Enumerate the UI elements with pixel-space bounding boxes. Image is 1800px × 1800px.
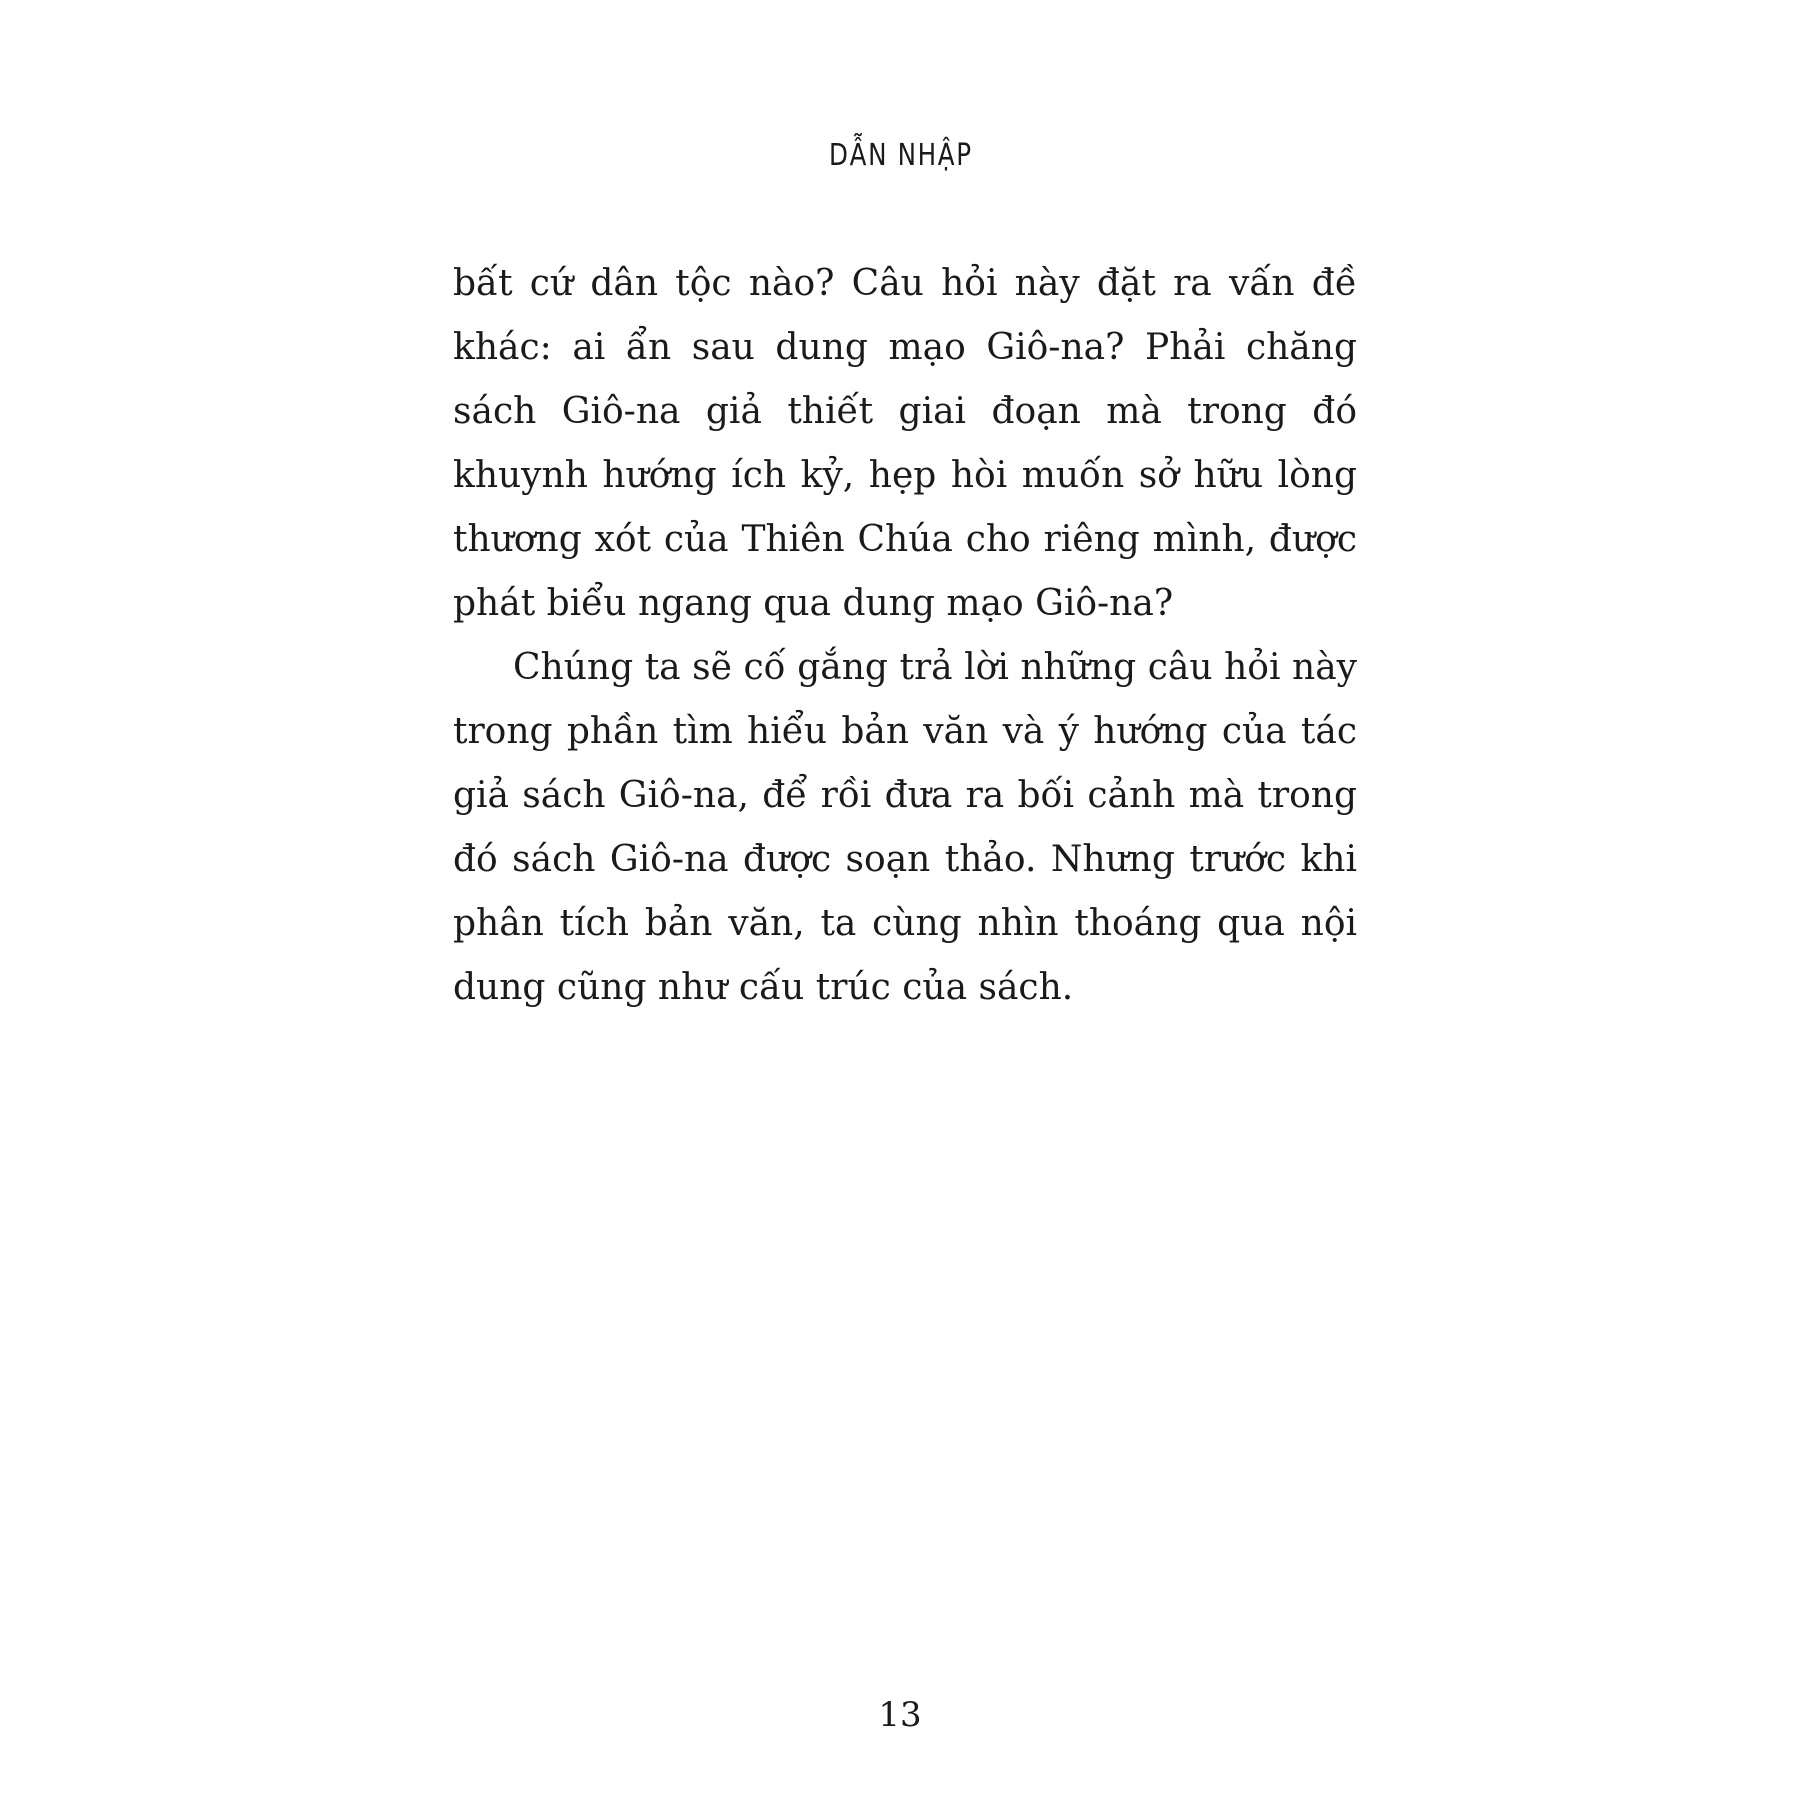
running-header: DẪN NHẬP — [829, 138, 973, 173]
paragraph-indented: Chúng ta sẽ cố gắng trả lời những câu hỏi này trong phần tìm hiểu bản văn và ý hướng của tác giả sách Giô-na, để rồi đưa ra bối cảnh mà trong đó sách Giô-na được soạn thảo. Nhưng trước khi phân tích bản văn, ta cùng nhìn thoáng qua nội dung cũng như cấu trúc của sách. — [453, 647, 1357, 1008]
paragraph-continued: bất cứ dân tộc nào? Câu hỏi này đặt ra vấn đề khác: ai ẩn sau dung mạo Giô-na? Phải chăng sách Giô-na giả thiết giai đoạn mà trong đó khuynh hướng ích kỷ, hẹp hòi muốn sở hữu lòng thương xót của Thiên Chúa cho riêng mình, được phát biểu ngang qua dung mạo Giô-na? — [453, 263, 1357, 624]
body-text — [453, 252, 1357, 1020]
page-number: 13 — [878, 1695, 922, 1735]
